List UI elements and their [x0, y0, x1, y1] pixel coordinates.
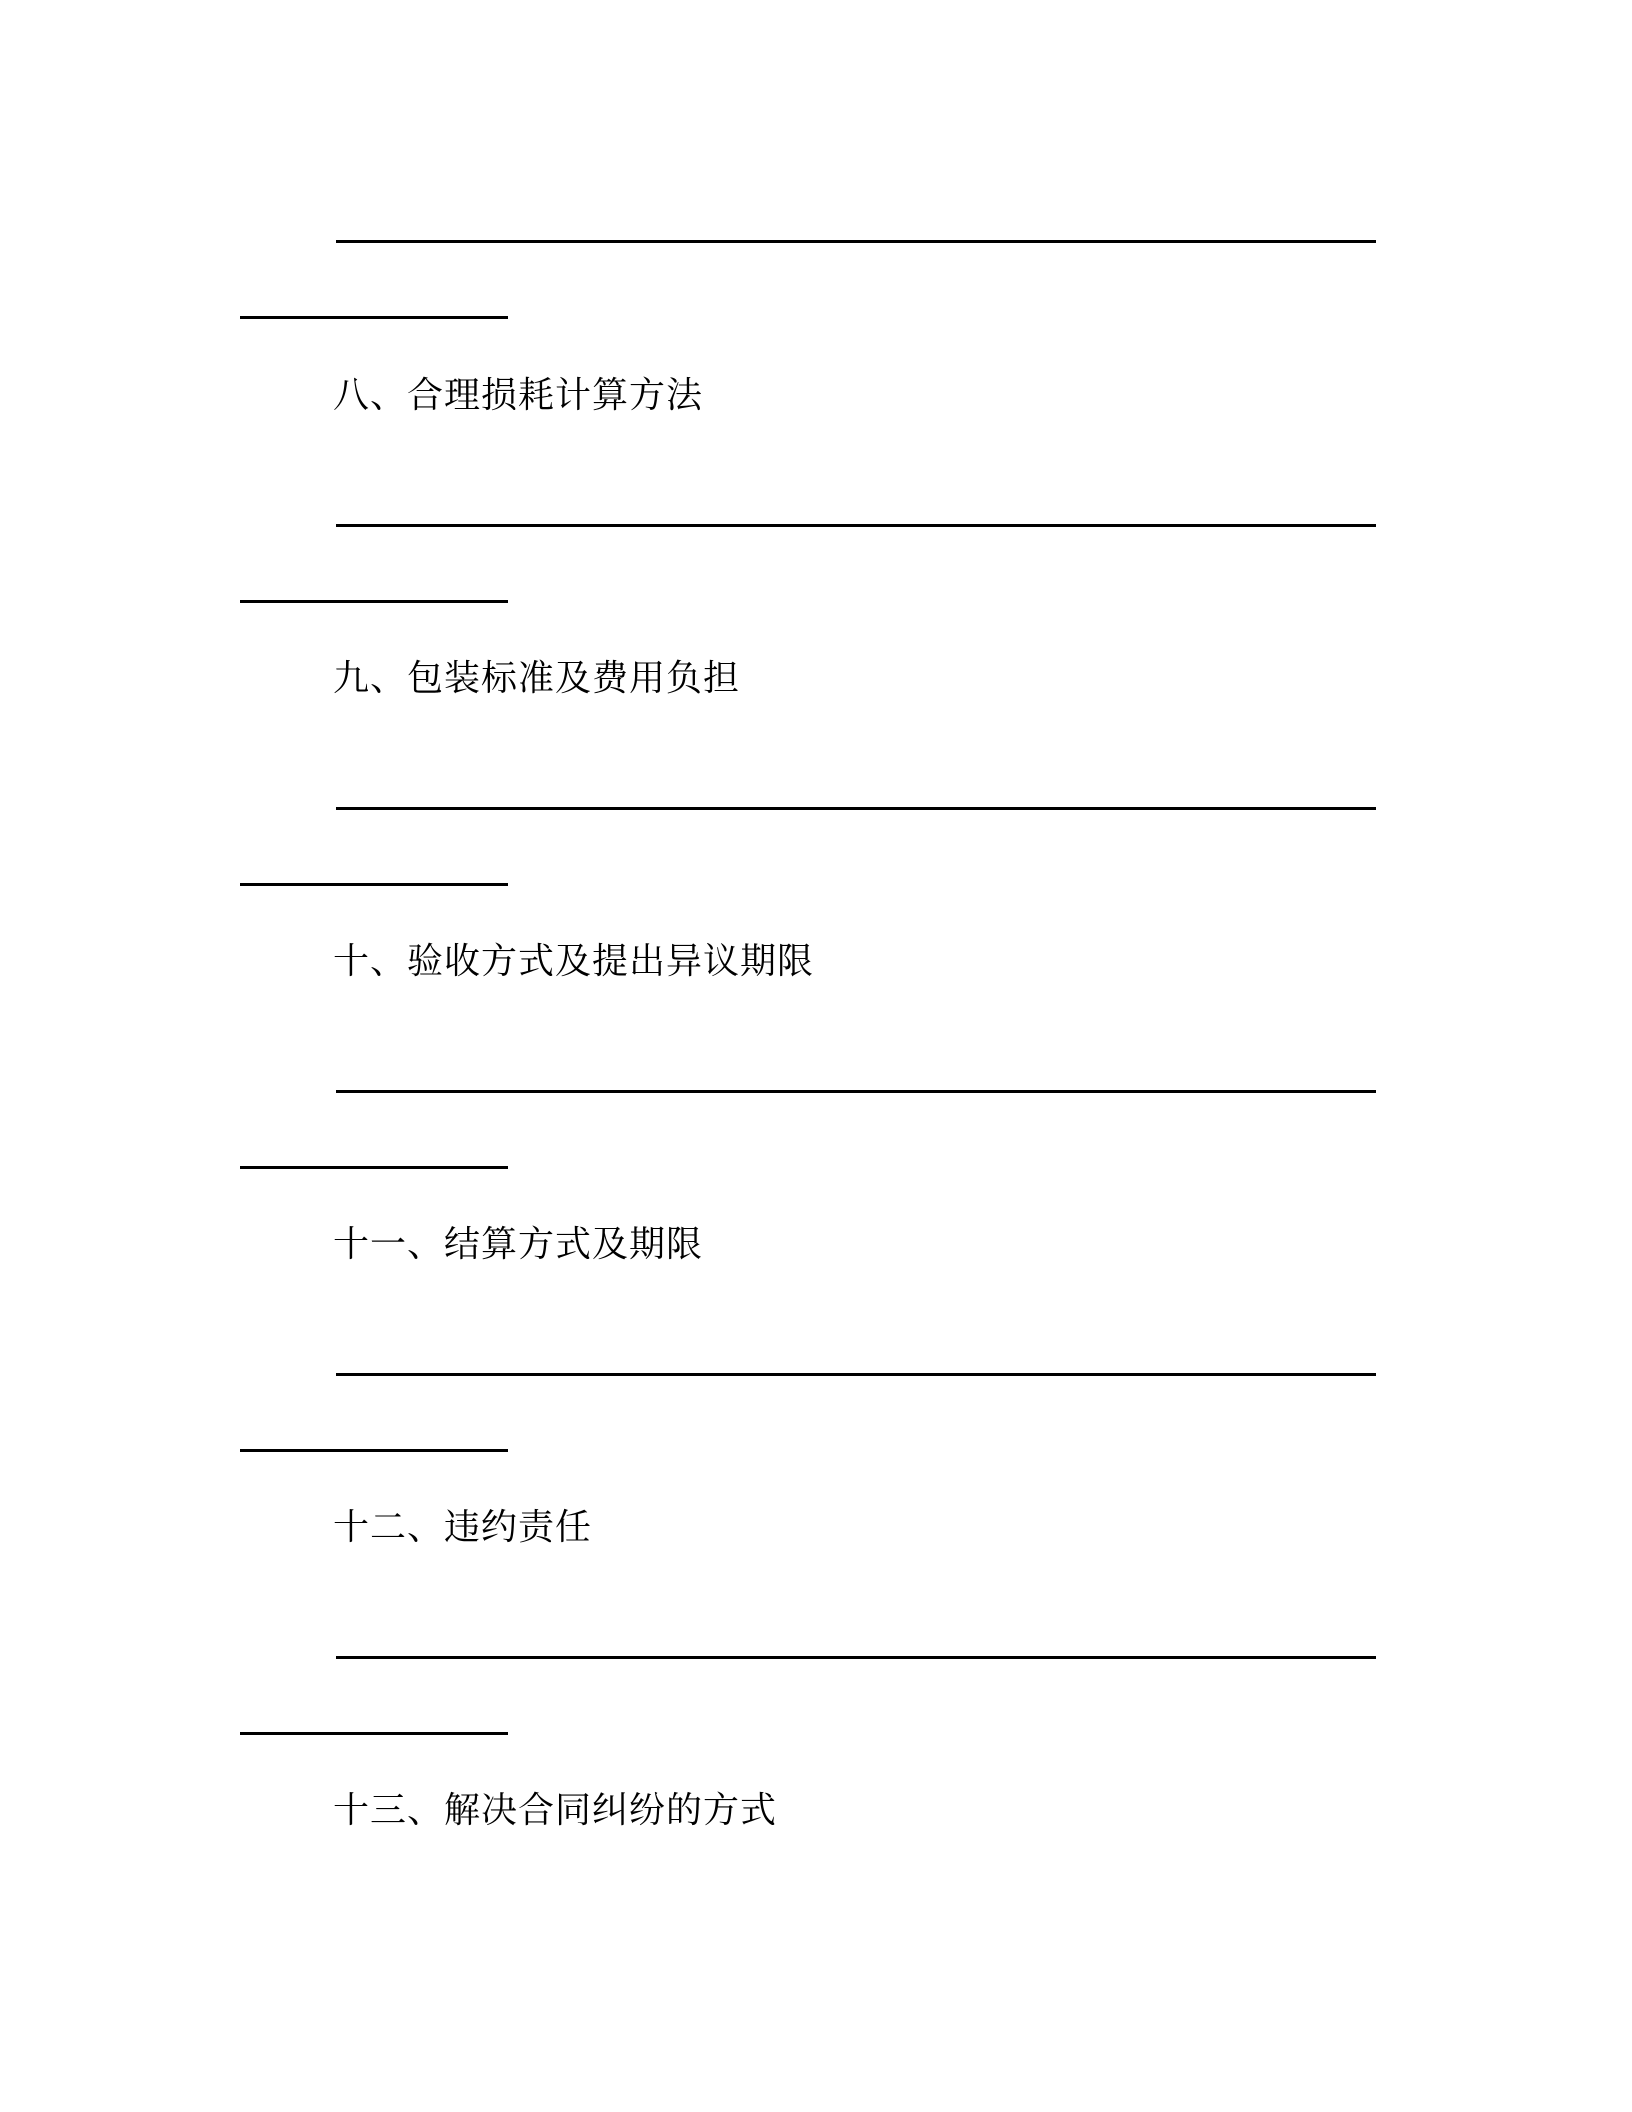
section-heading-8: 八、合理损耗计算方法: [333, 375, 704, 416]
fill-in-line-continuation: [240, 1732, 508, 1735]
fill-in-line: [336, 240, 1376, 243]
fill-in-line-continuation: [240, 600, 508, 603]
fill-in-line: [336, 807, 1376, 810]
section-heading-12: 十二、违约责任: [333, 1507, 593, 1548]
fill-in-line: [336, 1090, 1376, 1093]
fill-in-line: [336, 1373, 1376, 1376]
section-heading-13: 十三、解决合同纠纷的方式: [333, 1790, 778, 1831]
fill-in-line: [336, 1656, 1376, 1659]
fill-in-line-continuation: [240, 1449, 508, 1452]
fill-in-line: [336, 524, 1376, 527]
section-heading-10: 十、验收方式及提出异议期限: [333, 941, 815, 982]
section-heading-11: 十一、结算方式及期限: [333, 1224, 704, 1265]
fill-in-line-continuation: [240, 1166, 508, 1169]
fill-in-line-continuation: [240, 883, 508, 886]
section-heading-9: 九、包装标准及费用负担: [333, 658, 741, 699]
fill-in-line-continuation: [240, 316, 508, 319]
